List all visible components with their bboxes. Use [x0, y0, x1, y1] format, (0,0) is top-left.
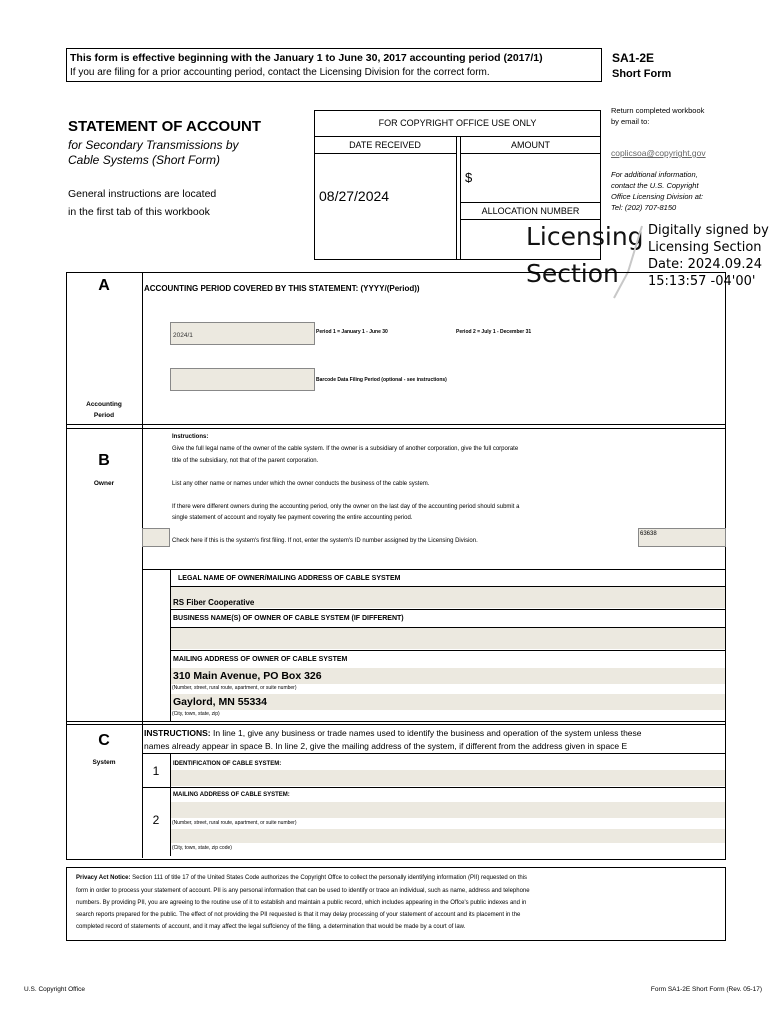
office-use-heading: FOR COPYRIGHT OFFICE USE ONLY: [378, 118, 537, 128]
privacy-line-1: [76, 875, 527, 881]
privacy-line-3: numbers. By providing PII, you are agreeing to the routine use of it to establish and maintain a public record, which includes appearing in the Offce's public indexes and in: [76, 900, 527, 906]
general-instructions-1: General instructions are located: [68, 188, 217, 200]
page-subtitle-1: for Secondary Transmissions by: [68, 138, 239, 152]
section-b-instruction-4: If there were different owners during the accounting period, only the owner on the last day of the accounting period should submit a: [172, 504, 520, 510]
system-identification-input[interactable]: [171, 770, 725, 786]
system-mailing-label: MAILING ADDRESS OF CABLE SYSTEM:: [173, 792, 290, 798]
period-1-note: Period 1 = January 1 - June 30: [316, 329, 388, 335]
general-instructions-2: in the first tab of this workbook: [68, 206, 210, 218]
section-c-name: System: [92, 759, 116, 766]
privacy-line-1-text: Section 111 of title 17 of the United States Code authorizes the Copyright Offce to collect the personally identifying information (PII) requested on this: [130, 875, 528, 881]
form-code: SA1-2E: [612, 51, 655, 65]
contact-email-link[interactable]: coplicsoa@copyright.gov: [611, 148, 706, 158]
system-mailing-street-hint: (Number, street, rural route, apartment, or suite number): [172, 820, 297, 826]
signature-detail-4: 15:13:57 -04'00': [648, 274, 756, 289]
business-names-input[interactable]: [171, 628, 725, 649]
first-filing-checkbox[interactable]: [142, 528, 170, 547]
system-mailing-city-hint: (City, town, state, zip code): [172, 845, 232, 851]
period-2-note: Period 2 = July 1 - December 31: [456, 329, 532, 335]
effective-notice-line2: If you are filing for a prior accounting period, contact the Licensing Division for the correct form.: [70, 67, 490, 78]
signature-detail-3: Date: 2024.09.24: [648, 257, 763, 272]
business-names-label: BUSINESS NAME(S) OF OWNER OF CABLE SYSTEM (IF DIFFERENT): [173, 615, 404, 622]
form-type: Short Form: [612, 68, 672, 80]
system-identification-label: IDENTIFICATION OF CABLE SYSTEM:: [173, 761, 282, 767]
first-filing-label: Check here if this is the system's first filing. If not, enter the system's ID number assigned by the Licensing Division.: [172, 538, 478, 544]
privacy-line-5: completed record of statements of account, and it may affect the legal suffciency of the filing, a determination that would be made by a court of law.: [76, 924, 466, 930]
accounting-period-value: 2024/1: [173, 332, 193, 339]
barcode-period-input[interactable]: [170, 368, 315, 391]
legal-name-label: LEGAL NAME OF OWNER/MAILING ADDRESS OF CABLE SYSTEM: [178, 575, 401, 582]
page-title: STATEMENT OF ACCOUNT: [68, 118, 262, 135]
section-b-letter: B: [98, 452, 110, 469]
return-instruction-1: Return completed workbook: [611, 106, 705, 115]
section-c-instructions-1: [144, 728, 642, 738]
page-subtitle-2: Cable Systems (Short Form): [68, 153, 221, 167]
contact-info-2: contact the U.S. Copyright: [611, 181, 699, 190]
barcode-period-label: Barcode Data Filing Period (optional - see instructions): [316, 377, 447, 383]
contact-info-1: For additional information,: [611, 170, 698, 179]
section-a-heading: ACCOUNTING PERIOD COVERED BY THIS STATEMENT: (YYYY/(Period)): [144, 284, 420, 293]
mailing-city-hint: (City, town, state, zip): [172, 711, 220, 717]
section-a-letter: A: [98, 277, 110, 294]
mailing-street-hint: (Number, street, rural route, apartment, or suite number): [172, 685, 297, 691]
return-instruction-2: by email to:: [611, 117, 650, 126]
footer-right: Form SA1-2E Short Form (Rev. 05-17): [650, 986, 762, 993]
privacy-heading: Privacy Act Notice:: [76, 875, 131, 881]
section-a-name-2: Period: [93, 412, 115, 419]
mailing-city-value: Gaylord, MN 55334: [173, 696, 267, 708]
amount-symbol: $: [465, 170, 473, 185]
mailing-address-label: MAILING ADDRESS OF OWNER OF CABLE SYSTEM: [173, 656, 348, 663]
amount-label: AMOUNT: [511, 140, 550, 150]
system-mailing-street-input[interactable]: [171, 802, 725, 818]
section-c-instructions-rest: In line 1, give any business or trade names used to identify the business and operation of the system unless these: [210, 728, 642, 738]
contact-info-3: Office Licensing Division at:: [611, 192, 704, 201]
section-a-name-1: Accounting: [86, 401, 122, 408]
contact-info-4: Tel: (202) 707-8150: [611, 203, 677, 212]
footer-left: U.S. Copyright Office: [24, 986, 85, 993]
effective-notice-line1: This form is effective beginning with the January 1 to June 30, 2017 accounting period (2017/1): [70, 52, 543, 64]
section-b-instruction-3: List any other name or names under which the owner conducts the business of the cable system.: [172, 481, 430, 487]
legal-name-value: RS Fiber Cooperative: [173, 598, 255, 607]
section-b-name: Owner: [93, 480, 115, 487]
signature-detail-1: Digitally signed by: [648, 223, 769, 238]
date-received-label: DATE RECEIVED: [349, 140, 421, 150]
section-b-instruction-2: title of the subsidiary, not that of the parent corporation.: [172, 458, 319, 464]
allocation-number-label: ALLOCATION NUMBER: [481, 206, 580, 216]
system-id-value: 63638: [640, 531, 657, 537]
date-received-value: 08/27/2024: [319, 188, 390, 204]
system-mailing-city-input[interactable]: [171, 829, 725, 843]
signature-name-1: Licensing: [526, 222, 644, 251]
section-b-instruction-5: single statement of account and royalty fee payment covering the entire accounting period.: [172, 515, 413, 521]
section-c-instructions-2: names already appear in space B. In line 2, give the mailing address of the system, if different from the address given in space E: [144, 741, 628, 751]
section-c-letter: C: [98, 732, 110, 749]
section-b-instruction-1: Give the full legal name of the owner of the cable system. If the owner is a subsidiary of another corporation, give the full corporate: [172, 446, 519, 452]
mailing-street-value: 310 Main Avenue, PO Box 326: [173, 670, 322, 682]
signature-name-2: Section: [526, 259, 619, 288]
system-line-2-number: 2: [152, 813, 160, 827]
privacy-line-4: search reports prepared for the public. The effect of not providing the PII requested is that it may delay processing of your statement of account and its placement in the: [76, 912, 521, 918]
privacy-line-2: form in order to process your statement of account. PII is any personal information that can be used to identify or trace an individual, such as name, address and telephone: [76, 888, 530, 894]
signature-detail-2: Licensing Section: [648, 240, 762, 255]
section-b-instructions-heading: Instructions:: [172, 434, 209, 440]
system-line-1-number: 1: [152, 764, 160, 778]
section-c-instructions-bold: INSTRUCTIONS:: [144, 728, 211, 738]
